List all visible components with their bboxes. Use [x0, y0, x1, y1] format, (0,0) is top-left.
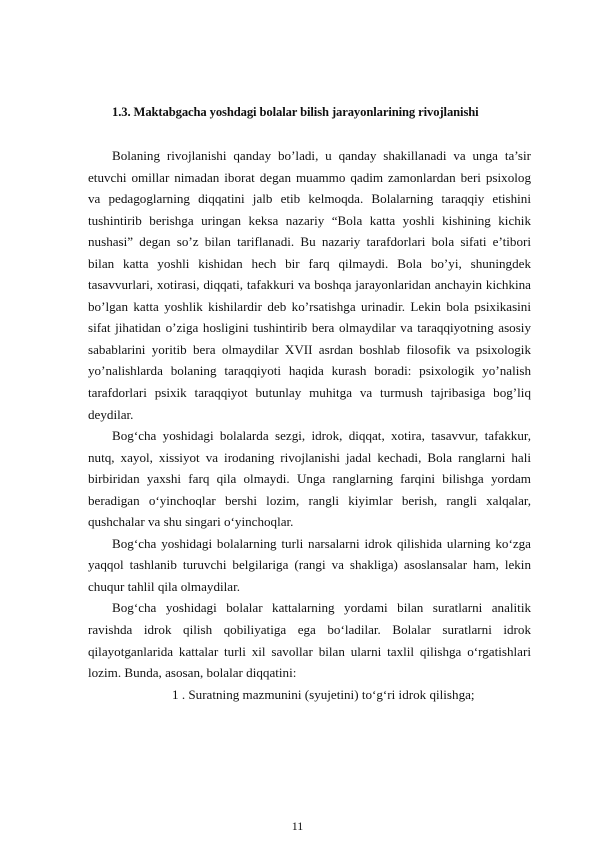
paragraph: Bolaning rivojlanishi qanday bo’ladi, u qanday shakillanadi va unga ta’sir etuvchi omillar nimadan iborat degan muammo qadim zamonlardan beri psixolog va pedagoglarning diqqatini jalb etib kelmoqda. Bolalarning taraqqiy etishini tushintirib berishga uringan keksa nazariy “Bola katta yoshli kishining kichik nushasi” degan so’z bilan tariflanadi. Bu nazariy tarafdorlari bola sifati e’tibori bilan katta yoshli kishidan hech bir farq qilmaydi. Bola bo’yi, shuningdek tasavvurlari, xotirasi, diqqati, tafakkuri va boshqa jarayonlaridan anchayin kichkina bo’lgan katta yoshlik kishilardir deb ko’rsatishga urinadir. Lekin bola psixikasini sifat jihatidan o’ziga hosligini tushintirib bera olmaydilar va taraqqiyotning asosiy sabablarini yoritib bera olmaydilar XVII asrdan boshlab filosofik va psixologik yo’nalishlarda bolaning taraqqiyoti haqida kurash boradi: psixologik yo’nalish tarafdorlari psixik taraqqiyot butunlay muhitga va turmush tajribasiga bog’liq deydilar.: [88, 148, 531, 422]
section-heading: 1.3. Maktabgacha yoshdagi bolalar bilish jarayonlarining rivojlanishi: [112, 105, 479, 119]
list-item: 1 . Suratning mazmunini (syujetini) to‘g‘ri idrok qilishga;: [172, 686, 475, 702]
paragraph: Bog‘cha yoshidagi bolalar kattalarning yordami bilan suratlarni analitik ravishda idrok qilish qobiliyatiga ega bo‘ladilar. Bolalar suratlarni idrok qilayotganlarida kattalar turli xil savollar bilan ularni taxlil qilishga o‘rgatishlari lozim. Bunda, asosan, bolalar diqqatini:: [88, 600, 531, 681]
paragraph: Bog‘cha yoshidagi bolalarning turli narsalarni idrok qilishida ularning ko‘zga yaqqol tashlanib turuvchi belgilariga (rangi va shakliga) asoslansalar ham, lekin chuqur tahlil qila olmaydilar.: [88, 535, 531, 594]
paragraph: Bog‘cha yoshidagi bolalarda sezgi, idrok, diqqat, xotira, tasavvur, tafakkur, nutq, xayol, xissiyot va irodaning rivojlanishi jadal kechadi, Bola ranglarni hali birbiridan yaxshi farq qila olmaydi. Unga ranglarning farqini bilishga yordam beradigan o‘yinchoqlar bershi lozim, rangli kiyimlar berish, rangli xalqalar, qushchalar va shu singari o‘yinchoqlar.: [88, 428, 531, 530]
page-number: 11: [291, 819, 304, 833]
body-text: [88, 145, 531, 705]
